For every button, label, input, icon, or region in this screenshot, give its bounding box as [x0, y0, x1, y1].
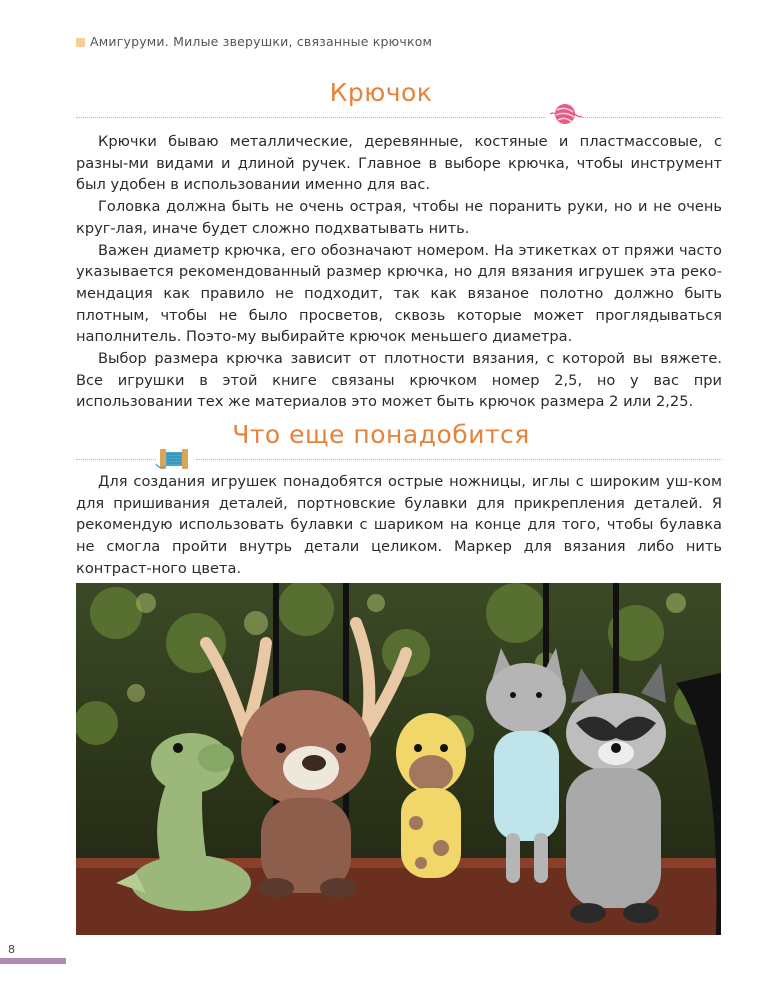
- section-hook-body: [76, 131, 722, 413]
- yarn-ball-icon: [548, 100, 582, 128]
- header-marker: [76, 38, 85, 47]
- paragraph: Для создания игрушек понадобятся острые ножницы, иглы с широким уш-ком для пришивания деталей, портновские булавки для прикрепления деталей. Я рекомендую использовать булавки с шариком на конце для того, чтобы булавка не смогла пройти внутрь детали целиком. Маркер для вязания либо нить контраст-ного цвета.: [76, 473, 722, 577]
- thread-spool-icon: [154, 446, 194, 472]
- running-title: Амигуруми. Милые зверушки, связанные крючком: [90, 34, 433, 49]
- page-number: 8: [8, 943, 15, 956]
- title-divider: [76, 117, 546, 119]
- crocheted-toys-photo: [76, 583, 721, 935]
- title-divider-right: [582, 117, 722, 119]
- section-title-hook: Крючок: [329, 78, 433, 107]
- section-title-supplies: Что еще понадобится: [232, 420, 530, 449]
- paragraph: Выбор размера крючка зависит от плотности вязания, с которой вы вяжете. Все игрушки в этой книге связаны крючком номер 2,5, но у вас при использовании тех же материалов это может быть крючок размера 2 или 2,25.: [76, 350, 722, 411]
- photo-illustration: [76, 583, 721, 935]
- paragraph: Важен диаметр крючка, его обозначают номером. На этикетках от пряжи часто указывается рекомендованный размер крючка, но для вязания игрушек эта реко-мендация как правило не подходит, так как вязаное полотно должно быть плотным, чтобы не было просветов, сквозь которые может проглядываться наполнитель. Поэто-му выбирайте крючок меньшего диаметра.: [76, 241, 722, 346]
- page-number-rule: [0, 958, 66, 964]
- running-header: [0, 28, 762, 58]
- title-divider-left: [76, 459, 156, 461]
- title-divider: [196, 459, 722, 461]
- paragraph: Головка должна быть не очень острая, чтобы не поранить руки, но и не очень круг-лая, иначе будет сложно подхватывать нить.: [76, 198, 722, 237]
- section-supplies-body: [76, 471, 722, 580]
- paragraph: Крючки бываю металлические, деревянные, костяные и пластмассовые, с разны-ми видами и длиной ручек. Главное в выборе крючка, чтобы инструмент был удобен в использовании именно для вас.: [76, 133, 722, 194]
